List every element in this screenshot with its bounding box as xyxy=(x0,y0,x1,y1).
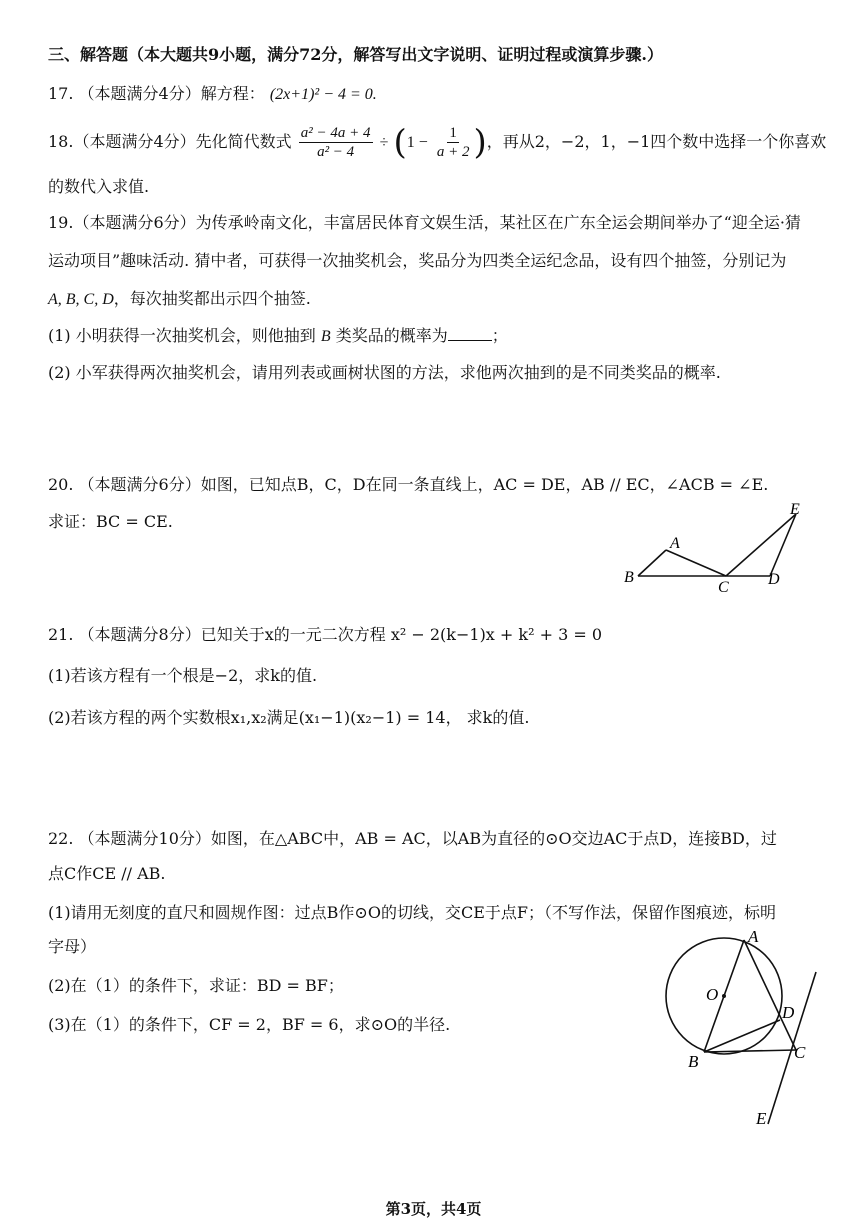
q21-points: （本题满分8分） xyxy=(78,625,201,644)
question-19 xyxy=(48,212,801,234)
q18-frac2-denominator: a + 2 xyxy=(436,144,470,160)
q21-number: 21. xyxy=(48,625,74,644)
q22-label-e: E xyxy=(756,1109,767,1128)
q20-line-1: 如图，已知点B，C，D在同一条直线上，AC = DE，AB // EC，∠ACB = ∠E. xyxy=(200,475,769,494)
question-21 xyxy=(48,624,602,646)
q21-part-2: (2)若该方程的两个实数根x₁,x₂满足(x₁−1)(x₂−1) = 14， 求k的值. xyxy=(48,708,530,727)
answer-blank xyxy=(448,326,492,341)
q18-text: 先化简代数式 xyxy=(195,132,292,151)
q19-line-1: 为传承岭南文化，丰富居民体育文娱生活，某社区在广东全运会期间举办了“迎全运·猜 xyxy=(195,213,801,232)
q22-label-a: A xyxy=(748,927,759,946)
q22-points: （本题满分10分） xyxy=(78,829,211,848)
q20-label-e: E xyxy=(790,501,800,518)
q20-label-d: D xyxy=(768,571,780,588)
q20-label-b: B xyxy=(624,569,634,586)
q17-points: （本题满分4分） xyxy=(78,84,201,103)
q19-p1-text-d: ； xyxy=(491,326,508,345)
q22-label-d: D xyxy=(782,1003,795,1022)
question-17 xyxy=(48,83,377,106)
q22-label-c: C xyxy=(794,1043,806,1062)
q19-points: （本题满分6分） xyxy=(73,213,196,232)
q22-part-3: (3)在（1）的条件下，CF = 2，BF = 6，求⊙O的半径. xyxy=(48,1015,451,1034)
q19-p1-text-c: 类奖品的概率为 xyxy=(335,326,448,345)
q20-line-2: 求证：BC = CE. xyxy=(48,512,173,531)
q19-part-1 xyxy=(48,325,508,348)
q21-line-1: 已知关于x的一元二次方程 x² − 2(k−1)x + k² + 3 = 0 xyxy=(200,625,603,644)
q20-label-c: C xyxy=(718,579,729,596)
page-footer: 第3页，共4页 xyxy=(385,1200,482,1218)
q19-p1-letter: B xyxy=(320,328,331,345)
question-22 xyxy=(48,828,777,850)
q17-equation: (2x+1)² − 4 = 0. xyxy=(269,86,377,103)
q22-label-b: B xyxy=(688,1052,699,1071)
q22-part-1b: 字母） xyxy=(48,937,97,956)
q19-p1-text-a: (1) 小明获得一次抽奖机会，则他抽到 xyxy=(48,326,316,345)
q18-frac1-denominator: a² − 4 xyxy=(317,144,355,160)
q22-figure xyxy=(656,924,846,1134)
q18-line-2: 的数代入求值. xyxy=(48,177,150,196)
q22-part-2: (2)在（1）的条件下，求证：BD = BF； xyxy=(48,976,344,995)
center-point-icon xyxy=(722,994,726,998)
q20-points: （本题满分6分） xyxy=(78,475,201,494)
q22-part-1a: (1)请用无刻度的直尺和圆规作图：过点B作⊙O的切线，交CE于点F；（不写作法，保留作图痕迹，标明 xyxy=(48,903,776,922)
q18-fraction-1 xyxy=(299,124,373,161)
q22-line-2: 点C作CE // AB. xyxy=(48,864,166,883)
q18-after-text: ，再从2，−2，1，−1四个数中选择一个你喜欢 xyxy=(486,132,827,151)
q19-part-2: (2) 小军获得两次抽奖机会，请用列表或画树状图的方法，求他两次抽到的是不同类奖品的概率. xyxy=(48,363,721,382)
q19-line-3-text: ，每次抽奖都出示四个抽签. xyxy=(113,289,311,308)
q18-number: 18. xyxy=(48,132,74,151)
q18-frac2-numerator: 1 xyxy=(449,125,457,141)
q19-number: 19. xyxy=(48,213,74,232)
section-heading: 三、解答题（本大题共9小题，满分72分，解答写出文字说明、证明过程或演算步骤.） xyxy=(48,45,663,64)
q17-number: 17. xyxy=(48,84,74,103)
q17-text: 解方程： xyxy=(200,84,265,103)
q20-number: 20. xyxy=(48,475,74,494)
q22-line-1: 如图，在△ABC中，AB = AC，以AB为直径的⊙O交边AC于点D，连接BD，过 xyxy=(210,829,777,848)
q20-label-a: A xyxy=(670,535,680,552)
q18-points: （本题满分4分） xyxy=(73,132,196,151)
q21-part-1: (1)若该方程有一个根是−2，求k的值. xyxy=(48,666,318,685)
question-20 xyxy=(48,474,768,496)
q19-line-3 xyxy=(48,288,311,311)
q18-fraction-2 xyxy=(435,124,472,161)
q19-line-2: 运动项目”趣味活动. 猜中者，可获得一次抽奖机会，奖品分为四类全运纪念品，设有四个抽签，分别记为 xyxy=(48,251,787,270)
q20-figure xyxy=(618,498,818,598)
question-18: 18.（本题满分4分）先化简代数式 $\frac{\text{a² − 4a + 4}}{\text{a² − 4}}$ ÷ (1 − $\frac{1}{a + 2}$ )，再从2，−2，1，−1四个数中选择一个你喜欢 xyxy=(48,122,827,163)
q19-options: A, B, C, D xyxy=(48,291,114,308)
q22-label-o: O xyxy=(706,985,719,1004)
q18-frac1-numerator: a² − 4a + 4 xyxy=(300,125,371,141)
q22-number: 22. xyxy=(48,829,74,848)
